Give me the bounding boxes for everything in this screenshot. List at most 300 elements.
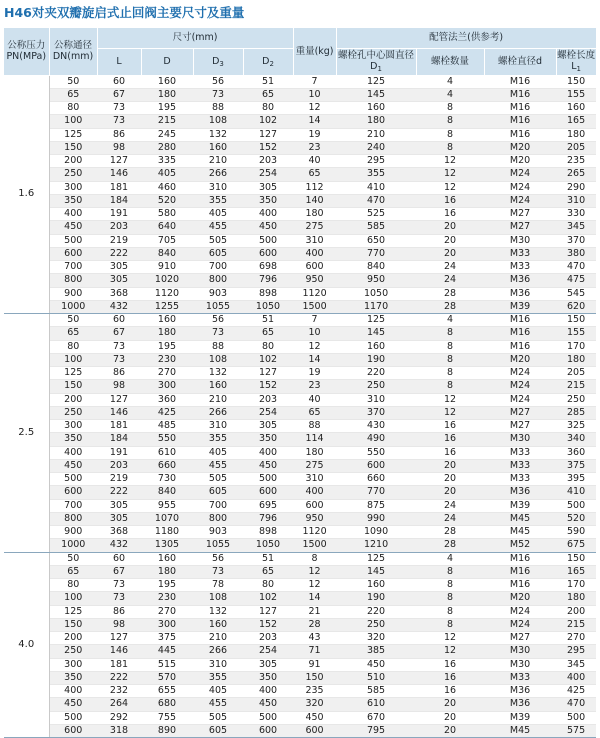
l-cell: 73: [97, 102, 141, 115]
d2-cell: 898: [243, 287, 293, 300]
d1-cell: 250: [336, 380, 416, 393]
dn-cell: 400: [49, 208, 97, 221]
spec-table-body: [4, 75, 596, 738]
d1-cell: 125: [336, 552, 416, 565]
bolt-diameter-cell: M36: [484, 486, 556, 499]
weight-cell: 71: [293, 645, 336, 658]
bolt-diameter-cell: M33: [484, 671, 556, 684]
weight-cell: 275: [293, 459, 336, 472]
bolt-diameter-cell: M30: [484, 645, 556, 658]
d2-cell: 305: [243, 658, 293, 671]
dn-cell: 1000: [49, 539, 97, 552]
table-row: [4, 115, 596, 128]
weight-cell: 10: [293, 88, 336, 101]
l-cell: 203: [97, 459, 141, 472]
d-cell: 375: [141, 632, 193, 645]
bolt-count-cell: 8: [416, 380, 484, 393]
bolt-length-cell: 180: [556, 592, 596, 605]
weight-cell: 23: [293, 141, 336, 154]
table-row: [4, 102, 596, 115]
bolt-diameter-cell: M24: [484, 194, 556, 207]
table-row: [4, 552, 596, 565]
bolt-length-cell: 165: [556, 115, 596, 128]
l-cell: 191: [97, 446, 141, 459]
dn-cell: 350: [49, 194, 97, 207]
bolt-diameter-cell: M39: [484, 711, 556, 724]
weight-cell: 91: [293, 658, 336, 671]
d-cell: 610: [141, 446, 193, 459]
d3-cell: 56: [193, 75, 243, 88]
weight-cell: 600: [293, 499, 336, 512]
bolt-diameter-cell: M20: [484, 155, 556, 168]
d2-cell: 102: [243, 353, 293, 366]
d1-cell: 125: [336, 314, 416, 327]
weight-cell: 12: [293, 579, 336, 592]
bolt-diameter-cell: M20: [484, 353, 556, 366]
bolt-diameter-cell: M16: [484, 88, 556, 101]
d1-cell: 950: [336, 274, 416, 287]
d1-cell: 470: [336, 194, 416, 207]
bolt-diameter-cell: M16: [484, 102, 556, 115]
dn-cell: 900: [49, 526, 97, 539]
bolt-diameter-cell: M24: [484, 181, 556, 194]
bolt-length-cell: 155: [556, 88, 596, 101]
bolt-diameter-cell: M16: [484, 579, 556, 592]
d3-cell: 605: [193, 247, 243, 260]
d3-cell: 310: [193, 181, 243, 194]
d3-cell: 455: [193, 698, 243, 711]
bolt-count-cell: 24: [416, 512, 484, 525]
weight-cell: 1120: [293, 526, 336, 539]
table-row: [4, 247, 596, 260]
l-cell: 98: [97, 141, 141, 154]
d3-cell: 310: [193, 420, 243, 433]
bolt-count-cell: 20: [416, 473, 484, 486]
d3-cell: 88: [193, 340, 243, 353]
d3-cell: 210: [193, 155, 243, 168]
bolt-diameter-cell: M24: [484, 168, 556, 181]
d1-cell: 585: [336, 685, 416, 698]
d3-cell: 132: [193, 367, 243, 380]
bolt-diameter-cell: M24: [484, 605, 556, 618]
d2-cell: 698: [243, 261, 293, 274]
d3-cell: 605: [193, 486, 243, 499]
bolt-length-cell: 310: [556, 194, 596, 207]
l-cell: 222: [97, 247, 141, 260]
d2-cell: 305: [243, 181, 293, 194]
dn-cell: 350: [49, 671, 97, 684]
d2-cell: 65: [243, 565, 293, 578]
table-row: [4, 446, 596, 459]
d3-cell: 73: [193, 327, 243, 340]
d-cell: 1305: [141, 539, 193, 552]
table-row: [4, 287, 596, 300]
d2-cell: 254: [243, 406, 293, 419]
bolt-length-cell: 180: [556, 128, 596, 141]
d-cell: 705: [141, 234, 193, 247]
bolt-length-cell: 345: [556, 221, 596, 234]
bolt-diameter-cell: M24: [484, 367, 556, 380]
dn-cell: 300: [49, 420, 97, 433]
l-cell: 146: [97, 168, 141, 181]
l-cell: 219: [97, 473, 141, 486]
d3-cell: 505: [193, 711, 243, 724]
d2-cell: 254: [243, 645, 293, 658]
l-cell: 127: [97, 632, 141, 645]
header-bolt-count: 螺栓数量: [416, 48, 484, 75]
l-cell: 146: [97, 406, 141, 419]
pressure-cell: 4.0: [4, 552, 49, 738]
bolt-length-cell: 575: [556, 724, 596, 737]
dn-cell: 300: [49, 658, 97, 671]
d3-cell: 310: [193, 658, 243, 671]
bolt-count-cell: 16: [416, 446, 484, 459]
bolt-count-cell: 20: [416, 724, 484, 737]
d3-cell: 56: [193, 314, 243, 327]
bolt-diameter-cell: M24: [484, 618, 556, 631]
d2-cell: 152: [243, 380, 293, 393]
weight-cell: 88: [293, 420, 336, 433]
d3-cell: 455: [193, 221, 243, 234]
weight-cell: 150: [293, 671, 336, 684]
d2-cell: 500: [243, 711, 293, 724]
d-cell: 580: [141, 208, 193, 221]
dn-cell: 150: [49, 618, 97, 631]
bolt-count-cell: 20: [416, 698, 484, 711]
table-row: [4, 234, 596, 247]
table-row: [4, 75, 596, 88]
bolt-count-cell: 28: [416, 526, 484, 539]
d-cell: 160: [141, 75, 193, 88]
d-cell: 1255: [141, 300, 193, 313]
table-row: [4, 181, 596, 194]
bolt-diameter-cell: M27: [484, 406, 556, 419]
dn-cell: 125: [49, 128, 97, 141]
d3-cell: 405: [193, 208, 243, 221]
weight-cell: 400: [293, 486, 336, 499]
table-row: [4, 618, 596, 631]
d-cell: 910: [141, 261, 193, 274]
bolt-diameter-cell: M16: [484, 565, 556, 578]
page-title: H46对夹双瓣旋启式止回阀主要尺寸及重量: [4, 5, 245, 20]
d-cell: 215: [141, 115, 193, 128]
bolt-diameter-cell: M20: [484, 592, 556, 605]
bolt-length-cell: 545: [556, 287, 596, 300]
bolt-length-cell: 500: [556, 711, 596, 724]
d1-cell: 190: [336, 353, 416, 366]
d-cell: 1070: [141, 512, 193, 525]
bolt-diameter-cell: M16: [484, 314, 556, 327]
bolt-count-cell: 8: [416, 605, 484, 618]
bolt-length-cell: 215: [556, 618, 596, 631]
pressure-cell: 1.6: [4, 75, 49, 314]
table-row: [4, 221, 596, 234]
d2-cell: 500: [243, 234, 293, 247]
dn-cell: 80: [49, 579, 97, 592]
table-row: [4, 698, 596, 711]
bolt-diameter-cell: M27: [484, 632, 556, 645]
table-row: [4, 658, 596, 671]
bolt-count-cell: 4: [416, 314, 484, 327]
bolt-count-cell: 4: [416, 88, 484, 101]
d-cell: 515: [141, 658, 193, 671]
d-cell: 230: [141, 353, 193, 366]
d-cell: 550: [141, 433, 193, 446]
l-cell: 181: [97, 420, 141, 433]
d-cell: 640: [141, 221, 193, 234]
header-d2: $D_2$: [243, 48, 293, 75]
dn-cell: 600: [49, 486, 97, 499]
weight-cell: 14: [293, 592, 336, 605]
bolt-count-cell: 20: [416, 711, 484, 724]
d2-cell: 127: [243, 128, 293, 141]
bolt-length-cell: 160: [556, 102, 596, 115]
d-cell: 195: [141, 340, 193, 353]
dn-cell: 125: [49, 367, 97, 380]
table-row: [4, 88, 596, 101]
d-cell: 180: [141, 327, 193, 340]
bolt-count-cell: 12: [416, 155, 484, 168]
weight-cell: 28: [293, 618, 336, 631]
weight-cell: 114: [293, 433, 336, 446]
bolt-diameter-cell: M36: [484, 274, 556, 287]
l-cell: 222: [97, 671, 141, 684]
table-row: [4, 526, 596, 539]
d2-cell: 203: [243, 632, 293, 645]
bolt-diameter-cell: M27: [484, 208, 556, 221]
d2-cell: 400: [243, 685, 293, 698]
bolt-length-cell: 170: [556, 579, 596, 592]
dn-cell: 65: [49, 565, 97, 578]
d-cell: 890: [141, 724, 193, 737]
bolt-diameter-cell: M33: [484, 446, 556, 459]
d3-cell: 903: [193, 526, 243, 539]
bolt-count-cell: 8: [416, 128, 484, 141]
d3-cell: 266: [193, 168, 243, 181]
header-bolt-length: 螺栓长度$L_1$: [557, 50, 596, 73]
table-row: [4, 539, 596, 552]
d2-cell: 80: [243, 340, 293, 353]
l-cell: 222: [97, 486, 141, 499]
d1-cell: 585: [336, 221, 416, 234]
table-row: [4, 314, 596, 327]
d3-cell: 78: [193, 579, 243, 592]
bolt-length-cell: 500: [556, 499, 596, 512]
d3-cell: 108: [193, 115, 243, 128]
weight-cell: 112: [293, 181, 336, 194]
d1-cell: 610: [336, 698, 416, 711]
d3-cell: 132: [193, 128, 243, 141]
header-pn: 公称压力 PN(MPa): [4, 28, 49, 75]
d-cell: 655: [141, 685, 193, 698]
bolt-diameter-cell: M45: [484, 526, 556, 539]
d2-cell: 600: [243, 724, 293, 737]
bolt-count-cell: 20: [416, 234, 484, 247]
d-cell: 405: [141, 168, 193, 181]
bolt-length-cell: 620: [556, 300, 596, 313]
d-cell: 270: [141, 367, 193, 380]
dn-cell: 50: [49, 314, 97, 327]
table-row: [4, 380, 596, 393]
bolt-count-cell: 12: [416, 406, 484, 419]
d2-cell: 450: [243, 221, 293, 234]
table-row: [4, 327, 596, 340]
table-row: [4, 393, 596, 406]
bolt-length-cell: 150: [556, 75, 596, 88]
bolt-count-cell: 16: [416, 658, 484, 671]
l-cell: 191: [97, 208, 141, 221]
dn-cell: 65: [49, 88, 97, 101]
d2-cell: 51: [243, 314, 293, 327]
table-row: [4, 486, 596, 499]
bolt-diameter-cell: M33: [484, 473, 556, 486]
weight-cell: 950: [293, 512, 336, 525]
weight-cell: 1500: [293, 300, 336, 313]
d2-cell: 127: [243, 605, 293, 618]
l-cell: 305: [97, 512, 141, 525]
weight-cell: 40: [293, 393, 336, 406]
weight-cell: 275: [293, 221, 336, 234]
l-cell: 318: [97, 724, 141, 737]
l-cell: 60: [97, 75, 141, 88]
bolt-length-cell: 150: [556, 314, 596, 327]
table-row: [4, 300, 596, 313]
d1-cell: 770: [336, 486, 416, 499]
d-cell: 955: [141, 499, 193, 512]
bolt-count-cell: 20: [416, 221, 484, 234]
d3-cell: 700: [193, 499, 243, 512]
d1-cell: 385: [336, 645, 416, 658]
bolt-count-cell: 16: [416, 208, 484, 221]
bolt-count-cell: 20: [416, 459, 484, 472]
dn-cell: 500: [49, 234, 97, 247]
dn-cell: 400: [49, 685, 97, 698]
weight-cell: 600: [293, 724, 336, 737]
d1-cell: 1050: [336, 287, 416, 300]
d2-cell: 80: [243, 579, 293, 592]
bolt-length-cell: 235: [556, 155, 596, 168]
d2-cell: 796: [243, 274, 293, 287]
dn-cell: 350: [49, 433, 97, 446]
d-cell: 570: [141, 671, 193, 684]
weight-cell: 1500: [293, 539, 336, 552]
bolt-count-cell: 16: [416, 194, 484, 207]
weight-cell: 310: [293, 473, 336, 486]
weight-cell: 12: [293, 565, 336, 578]
table-row: [4, 261, 596, 274]
weight-cell: 12: [293, 102, 336, 115]
weight-cell: 10: [293, 327, 336, 340]
bolt-length-cell: 345: [556, 658, 596, 671]
d2-cell: 102: [243, 592, 293, 605]
d2-cell: 127: [243, 367, 293, 380]
l-cell: 67: [97, 565, 141, 578]
bolt-diameter-cell: M16: [484, 75, 556, 88]
d1-cell: 875: [336, 499, 416, 512]
bolt-count-cell: 16: [416, 433, 484, 446]
d-cell: 270: [141, 605, 193, 618]
weight-cell: 600: [293, 261, 336, 274]
weight-cell: 65: [293, 406, 336, 419]
bolt-length-cell: 675: [556, 539, 596, 552]
weight-cell: 43: [293, 632, 336, 645]
bolt-count-cell: 12: [416, 632, 484, 645]
d-cell: 1120: [141, 287, 193, 300]
l-cell: 181: [97, 181, 141, 194]
d2-cell: 796: [243, 512, 293, 525]
bolt-length-cell: 590: [556, 526, 596, 539]
bolt-count-cell: 8: [416, 141, 484, 154]
d-cell: 445: [141, 645, 193, 658]
l-cell: 73: [97, 340, 141, 353]
bolt-diameter-cell: M33: [484, 247, 556, 260]
bolt-length-cell: 170: [556, 340, 596, 353]
weight-cell: 12: [293, 340, 336, 353]
d3-cell: 108: [193, 353, 243, 366]
weight-cell: 180: [293, 446, 336, 459]
l-cell: 146: [97, 645, 141, 658]
bolt-length-cell: 330: [556, 208, 596, 221]
table-row: [4, 724, 596, 737]
bolt-length-cell: 270: [556, 632, 596, 645]
dn-cell: 450: [49, 698, 97, 711]
bolt-count-cell: 24: [416, 261, 484, 274]
d1-cell: 240: [336, 141, 416, 154]
bolt-length-cell: 180: [556, 353, 596, 366]
d1-cell: 160: [336, 579, 416, 592]
l-cell: 203: [97, 221, 141, 234]
d2-cell: 65: [243, 327, 293, 340]
d1-cell: 770: [336, 247, 416, 260]
bolt-count-cell: 16: [416, 685, 484, 698]
dn-cell: 250: [49, 406, 97, 419]
dn-cell: 100: [49, 592, 97, 605]
d2-cell: 51: [243, 552, 293, 565]
table-row: [4, 274, 596, 287]
l-cell: 127: [97, 393, 141, 406]
l-cell: 73: [97, 592, 141, 605]
dn-cell: 1000: [49, 300, 97, 313]
table-row: [4, 579, 596, 592]
bolt-count-cell: 8: [416, 115, 484, 128]
d-cell: 195: [141, 102, 193, 115]
bolt-length-cell: 325: [556, 420, 596, 433]
d3-cell: 355: [193, 194, 243, 207]
d-cell: 195: [141, 579, 193, 592]
d3-cell: 73: [193, 565, 243, 578]
bolt-count-cell: 8: [416, 592, 484, 605]
dn-cell: 700: [49, 261, 97, 274]
d3-cell: 108: [193, 592, 243, 605]
d1-cell: 145: [336, 88, 416, 101]
bolt-count-cell: 12: [416, 168, 484, 181]
bolt-diameter-cell: M24: [484, 393, 556, 406]
table-row: [4, 499, 596, 512]
header-d1: 螺栓孔中心圆直径$D_1$: [338, 50, 415, 73]
bolt-count-cell: 8: [416, 618, 484, 631]
weight-cell: 180: [293, 208, 336, 221]
weight-cell: 950: [293, 274, 336, 287]
l-cell: 184: [97, 194, 141, 207]
d2-cell: 203: [243, 393, 293, 406]
d2-cell: 400: [243, 208, 293, 221]
weight-cell: 65: [293, 168, 336, 181]
bolt-length-cell: 370: [556, 234, 596, 247]
weight-cell: 14: [293, 353, 336, 366]
d1-cell: 210: [336, 128, 416, 141]
bolt-count-cell: 12: [416, 393, 484, 406]
d3-cell: 160: [193, 618, 243, 631]
